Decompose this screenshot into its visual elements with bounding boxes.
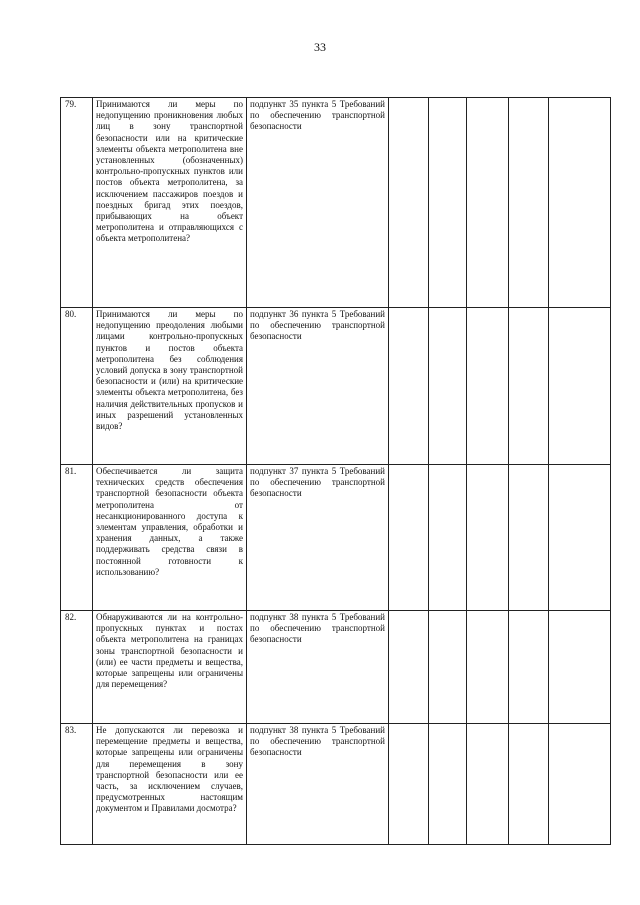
comment-cell bbox=[549, 724, 611, 845]
question-text: Обнаруживаются ли на контрольно-пропускных пунктах и постах объекта метрополитена на границах зоны транспортной безопасности и (или) ее части предметы и вещества, которые запрещены или ограничены для перемещения? bbox=[93, 611, 247, 724]
question-text: Принимаются ли меры по недопущению проникновения любых лиц в зону транспортной безопасности или на критические элементы объекта метрополитена вне установленных (обозначенных) контрольно-пропускных пунктов или постов объекта метрополитена, за исключением пассажиров поездов и поездных бригад этих поездов, прибывающих на объект метрополитена и отправляющихся с объекта метрополитена? bbox=[93, 98, 247, 308]
answer-cell bbox=[389, 308, 429, 465]
answer-cell bbox=[509, 98, 549, 308]
table-row bbox=[61, 724, 611, 845]
answer-cell bbox=[467, 724, 509, 845]
answer-cell bbox=[509, 465, 549, 611]
requirement-reference: подпункт 37 пункта 5 Требований по обеспечению транспортной безопасности bbox=[247, 465, 389, 611]
answer-cell bbox=[389, 98, 429, 308]
question-text: Не допускаются ли перевозка и перемещение предметы и вещества, которые запрещены или ограничены для перемещения в зону транспортной безопасности или ее часть, за исключением случаев, предусмотренных настоящим документом и Правилами досмотра? bbox=[93, 724, 247, 845]
comment-cell bbox=[549, 308, 611, 465]
answer-cell bbox=[389, 724, 429, 845]
question-text: Обеспечивается ли защита технических средств обеспечения транспортной безопасности объекта метрополитена от несанкционированного доступа к элементам управления, обработки и хранения данных, а также поддерживать средства связи в постоянной готовности к использованию? bbox=[93, 465, 247, 611]
row-number: 79. bbox=[61, 98, 93, 308]
row-number: 83. bbox=[61, 724, 93, 845]
row-number: 82. bbox=[61, 611, 93, 724]
row-number: 80. bbox=[61, 308, 93, 465]
row-number: 81. bbox=[61, 465, 93, 611]
table-row bbox=[61, 308, 611, 465]
answer-cell bbox=[509, 724, 549, 845]
comment-cell bbox=[549, 98, 611, 308]
answer-cell bbox=[509, 308, 549, 465]
table-row bbox=[61, 465, 611, 611]
table-row bbox=[61, 611, 611, 724]
answer-cell bbox=[467, 308, 509, 465]
checklist-table bbox=[60, 97, 611, 845]
comment-cell bbox=[549, 611, 611, 724]
comment-cell bbox=[549, 465, 611, 611]
answer-cell bbox=[389, 465, 429, 611]
answer-cell bbox=[429, 98, 467, 308]
answer-cell bbox=[389, 611, 429, 724]
requirement-reference: подпункт 38 пункта 5 Требований по обеспечению транспортной безопасности bbox=[247, 611, 389, 724]
requirement-reference: подпункт 38 пункта 5 Требований по обеспечению транспортной безопасности bbox=[247, 724, 389, 845]
answer-cell bbox=[509, 611, 549, 724]
requirement-reference: подпункт 35 пункта 5 Требований по обеспечению транспортной безопасности bbox=[247, 98, 389, 308]
requirement-reference: подпункт 36 пункта 5 Требований по обеспечению транспортной безопасности bbox=[247, 308, 389, 465]
answer-cell bbox=[429, 724, 467, 845]
answer-cell bbox=[467, 611, 509, 724]
answer-cell bbox=[429, 465, 467, 611]
answer-cell bbox=[467, 465, 509, 611]
answer-cell bbox=[429, 611, 467, 724]
question-text: Принимаются ли меры по недопущению преодоления любыми лицами контрольно-пропускных пунктов и постов объекта метрополитена без соблюдения условий допуска в зону транспортной безопасности и (или) на критические элементы объекта метрополитена, без наличия действительных пропусков и иных разрешений установленных видов? bbox=[93, 308, 247, 465]
table-row bbox=[61, 98, 611, 308]
page-number: 33 bbox=[314, 40, 326, 54]
answer-cell bbox=[467, 98, 509, 308]
answer-cell bbox=[429, 308, 467, 465]
